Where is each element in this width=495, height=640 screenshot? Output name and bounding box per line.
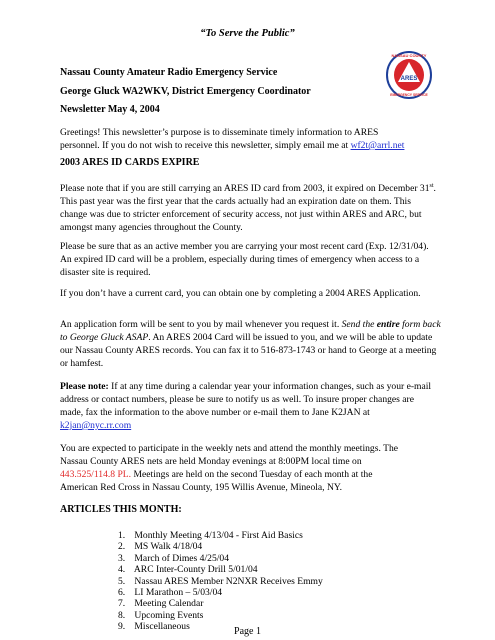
article-list-item [118,598,323,609]
org-name: Nassau County Amateur Radio Emergency Service [60,67,278,78]
id-cards-paragraph-3: If you don’t have a current card, you can obtain one by completing a 2004 ARES Application. [60,288,421,299]
article-title: Meeting Calendar [134,598,204,610]
article-number: 3. [118,552,126,564]
article-number: 4. [118,564,126,576]
article-list-item [118,576,323,587]
article-title: March of Dimes 4/25/04 [134,552,229,564]
articles-list [118,530,323,633]
article-title: ARC Inter-County Drill 5/01/04 [133,564,258,576]
please-note-paragraph: Please note: If at any time during a calendar year your information changes, such as your e-mail address or contact numbers, please be sure to notify us as well. To insure proper changes are made, fax the information to the above number or e-mail them to Jane K2JAN at k2jan@nyc.rr.com [60,381,432,431]
ares-logo [385,50,433,100]
article-title: Upcoming Events [134,609,204,621]
id-cards-paragraph-4: An application form will be sent to you by mail whenever you request it. Send the entire form back to George Gluck ASAP. An ARES 2004 Card will be issued to you, and we will be able to update our Nassau County ARES records. You can fax it to 516-873-1743 or hand to George at a meeting or hamfest. [60,319,441,369]
greeting-paragraph: Greetings! This newsletter’s purpose is to disseminate timely information to ARES personnel. If you do not wish to receive this newsletter, simply email me at wf2t@arrl.net [60,127,405,151]
article-list-item [118,564,323,575]
article-number: 1. [118,530,126,541]
article-number: 9. [118,621,126,633]
article-number: 7. [118,598,126,610]
newsletter-date: Newsletter May 4, 2004 [60,104,160,115]
article-title: MS Walk 4/18/04 [134,541,203,553]
article-list-item [118,610,323,621]
article-list-item [118,587,323,598]
section-title-id-cards: 2003 ARES ID CARDS EXPIRE [60,157,200,168]
article-title: Monthly Meeting 4/13/04 - First Aid Basics [134,530,303,541]
article-title: Nassau ARES Member N2NXR Receives Emmy [134,575,323,587]
id-cards-paragraph-2: Please be sure that as an active member you are carrying your most recent card (Exp. 12/31/04). An expired ID card will be a problem, especially during times of emergency when access to a disaster site is required. [60,241,429,278]
logo-bottom-text: EMERGENCY SERVICE [390,93,428,97]
page-number: Page 1 [234,626,261,637]
article-list-item [118,553,323,564]
article-number: 2. [118,541,126,553]
net-frequency: 443.525/114.8 PL. [60,469,132,480]
logo-center-text: ARES [400,76,418,82]
coordinator-line: George Gluck WA2WKV, District Emergency Coordinator [60,86,311,97]
article-title: LI Marathon – 5/03/04 [134,587,223,599]
email-link-wf2t[interactable]: wf2t@arrl.net [350,140,405,151]
logo-top-text: NASSAU COUNTY [391,53,427,58]
email-link-k2jan[interactable]: k2jan@nyc.rr.com [60,420,132,431]
article-number: 8. [118,609,126,621]
articles-title: ARTICLES THIS MONTH: [60,504,182,515]
article-list-item [118,541,323,552]
id-cards-paragraph-1: Please note that if you are still carrying an ARES ID card from 2003, it expired on December 31st. This past year was the first year that the cards actually had an expiration date on them. This change was due to stricter enforcement of security access, not just within ARES and ARC, but amongst many agencies throughout the County. [60,183,436,234]
article-list-item [118,530,323,541]
nets-paragraph: You are expected to participate in the weekly nets and attend the monthly meetings. The Nassau County ARES nets are held Monday evenings at 8:00PM local time on 443.525/114.8 PL. Meetings are held on the second Tuesday of each month at the American Red Cross in Nassau County, 195 Willis Avenue, Mineola, NY. [60,443,398,493]
article-number: 6. [118,587,126,599]
article-title: Miscellaneous [134,621,190,633]
motto: “To Serve the Public” [200,28,295,39]
article-number: 5. [118,575,126,587]
